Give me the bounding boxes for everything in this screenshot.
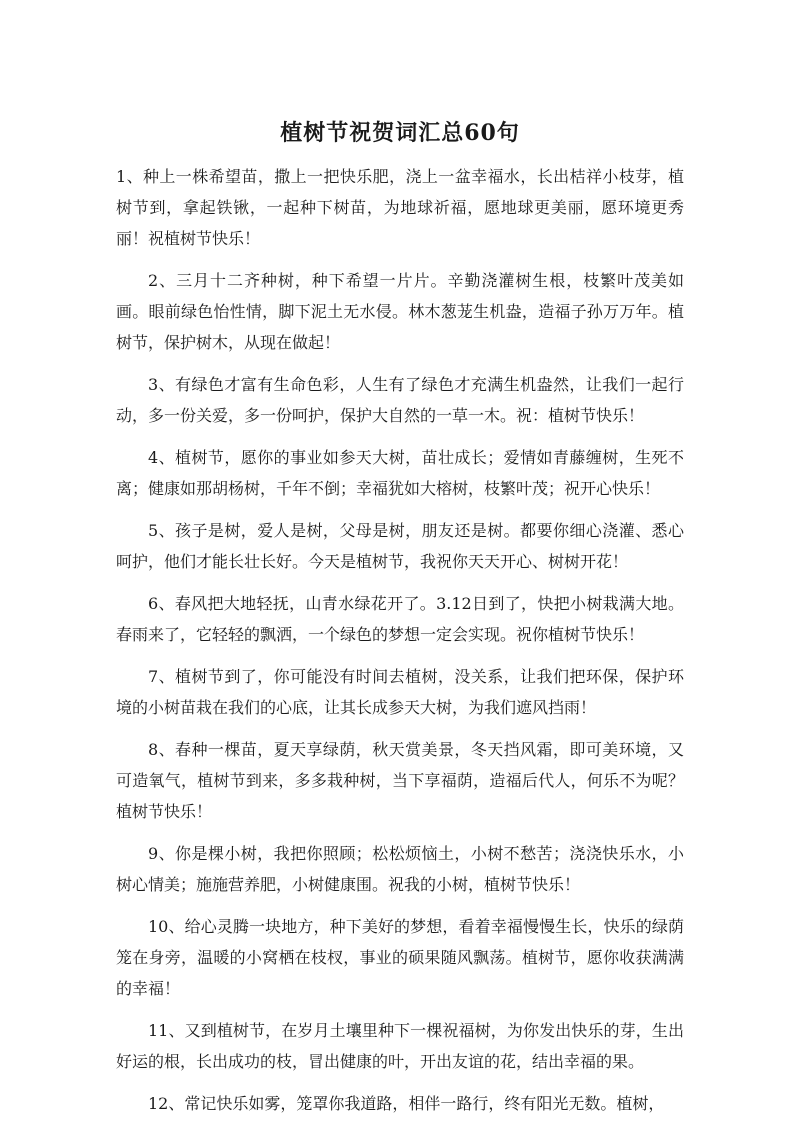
paragraph-2: 2、三月十二齐种树，种下希望一片片。辛勤浇灌树生根，枝繁叶茂美如画。眼前绿色怡性情，脚下泥土无水侵。林木葱茏生机盎，造福子孙万万年。植树节，保护树木，从现在做起！ — [116, 271, 684, 352]
paragraph-1: 1、种上一株希望苗，撒上一把快乐肥，浇上一盆幸福水，长出桔祥小枝芽，植树节到，拿起铁锹，一起种下树苗，为地球祈福，愿地球更美丽，愿环境更秀丽！祝植树节快乐！ — [116, 167, 684, 248]
document-title: 植树节祝贺词汇总60句 — [280, 120, 520, 146]
paragraph-5: 5、孩子是树，爱人是树，父母是树，朋友还是树。都要你细心浇灌、悉心呵护，他们才能长壮长好。今天是植树节，我祝你天天开心、树树开花！ — [116, 521, 684, 571]
paragraph-12: 12、常记快乐如雾，笼罩你我道路，相伴一路行，终有阳光无数。植树， — [148, 1094, 665, 1113]
paragraph-11: 11、又到植树节，在岁月土壤里种下一棵祝福树，为你发出快乐的芽，生出好运的根，长出成功的枝，冒出健康的叶，开出友谊的花，结出幸福的果。 — [116, 1021, 684, 1071]
paragraph-10: 10、给心灵腾一块地方，种下美好的梦想，看着幸福慢慢生长，快乐的绿荫笼在身旁，温暖的小窝栖在枝杈，事业的硕果随风飘荡。植树节，愿你收获满满的幸福！ — [116, 917, 684, 998]
paragraph-7: 7、植树节到了，你可能没有时间去植树，没关系，让我们把环保，保护环境的小树苗栽在我们的心底，让其长成参天大树，为我们遮风挡雨！ — [116, 667, 684, 717]
paragraph-4: 4、植树节，愿你的事业如参天大树，苗壮成长；爱情如青藤缠树，生死不离；健康如那胡杨树，千年不倒；幸福犹如大榕树，枝繁叶茂；祝开心快乐！ — [116, 448, 684, 498]
paragraph-3: 3、有绿色才富有生命色彩，人生有了绿色才充满生机盎然，让我们一起行动，多一份关爱，多一份呵护，保护大自然的一草一木。祝：植树节快乐！ — [116, 375, 684, 425]
paragraph-6: 6、春风把大地轻抚，山青水绿花开了。3.12日到了，快把小树栽满大地。春雨来了，它轻轻的飘洒，一个绿色的梦想一定会实现。祝你植树节快乐！ — [116, 594, 684, 644]
document-body — [116, 161, 684, 1130]
paragraph-8: 8、春种一棵苗，夏天享绿荫，秋天赏美景，冬天挡风霜，即可美环境，又可造氧气，植树节到来，多多栽种树，当下享福荫，造福后代人，何乐不为呢？植树节快乐！ — [116, 740, 684, 821]
paragraph-9: 9、你是棵小树，我把你照顾；松松烦恼土，小树不愁苦；浇浇快乐水，小树心情美；施施营养肥，小树健康围。祝我的小树，植树节快乐！ — [116, 844, 684, 894]
